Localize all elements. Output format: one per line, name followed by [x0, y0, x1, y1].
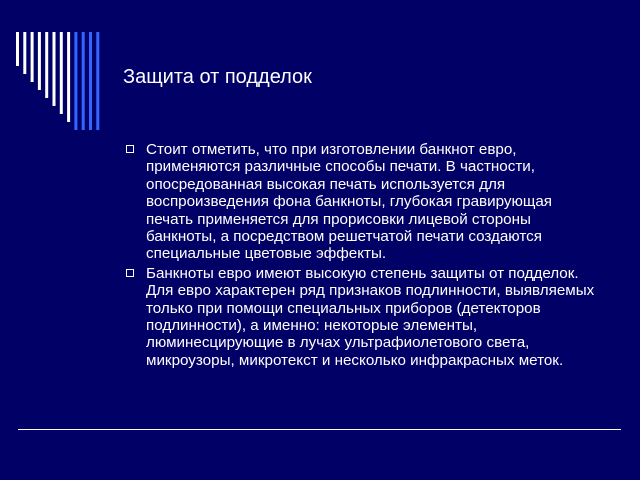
decorative-stripe [16, 32, 19, 66]
bullet-item-1 [126, 141, 596, 263]
decorative-stripe [82, 32, 85, 130]
decorative-stripe [60, 32, 63, 114]
bullet-list [126, 141, 596, 371]
decorative-stripe [53, 32, 56, 106]
bottom-divider [18, 429, 621, 430]
square-bullet-icon [126, 145, 134, 153]
decorative-stripe [23, 32, 26, 74]
bullet-item-2 [126, 265, 596, 369]
bullet-text: Банкноты евро имеют высокую степень защиты от подделок. Для евро характерен ряд признаков подлинности, выявляемых только при помощи специальных приборов (детекторов подлинности), а именно: некоторые элементы, люминесцирующие в лучах ультрафиолетового света, микроузоры, микротекст и несколько инфракрасных меток. [146, 264, 595, 369]
decorative-stripe [45, 32, 48, 98]
bullet-text: Стоит отметить, что при изготовлении банкнот евро, применяются различные способы печати. В частности, опосредованная высокая печать используется для воспроизведения фона банкноты, глубокая гравирующая печать применяется для прорисовки лицевой стороны банкноты, а посредством решетчатой печати создаются специальные цветовые эффекты. [146, 141, 553, 263]
decorative-stripe [96, 32, 99, 130]
slide-title: Защита от подделок [123, 66, 312, 88]
decorative-stripe [31, 32, 34, 82]
decorative-stripe [74, 32, 77, 130]
decorative-stripe [89, 32, 92, 130]
square-bullet-icon [126, 269, 134, 277]
decorative-stripes [0, 0, 110, 130]
decorative-stripe [67, 32, 70, 122]
decorative-stripe [38, 32, 41, 90]
